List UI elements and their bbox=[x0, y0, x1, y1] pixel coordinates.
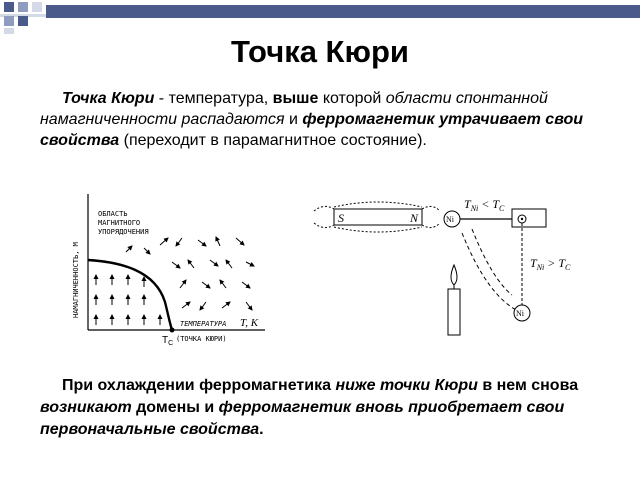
definition-paragraph: Точка Кюри - температура, выше которой области спонтанной намагниченности распадаются и ферромагнетик утрачивает свои свойства (переходит в парамагнитное состояние). bbox=[40, 90, 584, 149]
candle bbox=[448, 265, 460, 335]
region-label-line1: ОБЛАСТЬ bbox=[98, 210, 128, 218]
curie-temperature-label: $T_C$ bbox=[162, 335, 174, 347]
condition-above-curie: $T_{Ni} > T_C$ bbox=[530, 256, 571, 272]
curie-point-note: (ТОЧКА КЮРИ) bbox=[176, 335, 227, 343]
magnetization-graph bbox=[60, 190, 280, 350]
curie-point-marker bbox=[170, 328, 175, 333]
disordered-arrows bbox=[126, 237, 254, 310]
condition-below-curie: $T_{Ni} < T_C$ bbox=[464, 197, 505, 213]
svg-text:Ni: Ni bbox=[516, 309, 524, 318]
nickel-experiment-diagram bbox=[312, 195, 571, 345]
swing-arc bbox=[462, 233, 518, 311]
slide-decoration bbox=[0, 0, 640, 34]
conclusion-paragraph: При охлаждении ферромагнетика ниже точки Кюри в нем снова возникают домены и ферромагнетик вновь приобретает свои первоначальные свойства. bbox=[40, 377, 579, 438]
pivot-support bbox=[512, 209, 546, 227]
region-label-line2: МАГНИТНОГО bbox=[98, 219, 141, 227]
x-axis-label: ТЕМПЕРАТУРА bbox=[180, 320, 227, 328]
magnet-pole-s: S bbox=[338, 211, 344, 225]
x-axis-symbol: T, K bbox=[240, 317, 259, 329]
y-axis-label: НАМАГНИЧЕННОСТЬ, М bbox=[72, 242, 80, 318]
svg-text:Ni: Ni bbox=[446, 215, 454, 224]
magnet-pole-n: N bbox=[410, 211, 419, 225]
region-label-line3: УПОРЯДОЧЕНИЯ bbox=[98, 228, 149, 236]
slide-title: Точка Кюри bbox=[231, 34, 409, 69]
bar-magnet bbox=[314, 202, 440, 232]
ordered-arrows bbox=[96, 275, 160, 325]
magnetization-curve bbox=[88, 260, 172, 330]
